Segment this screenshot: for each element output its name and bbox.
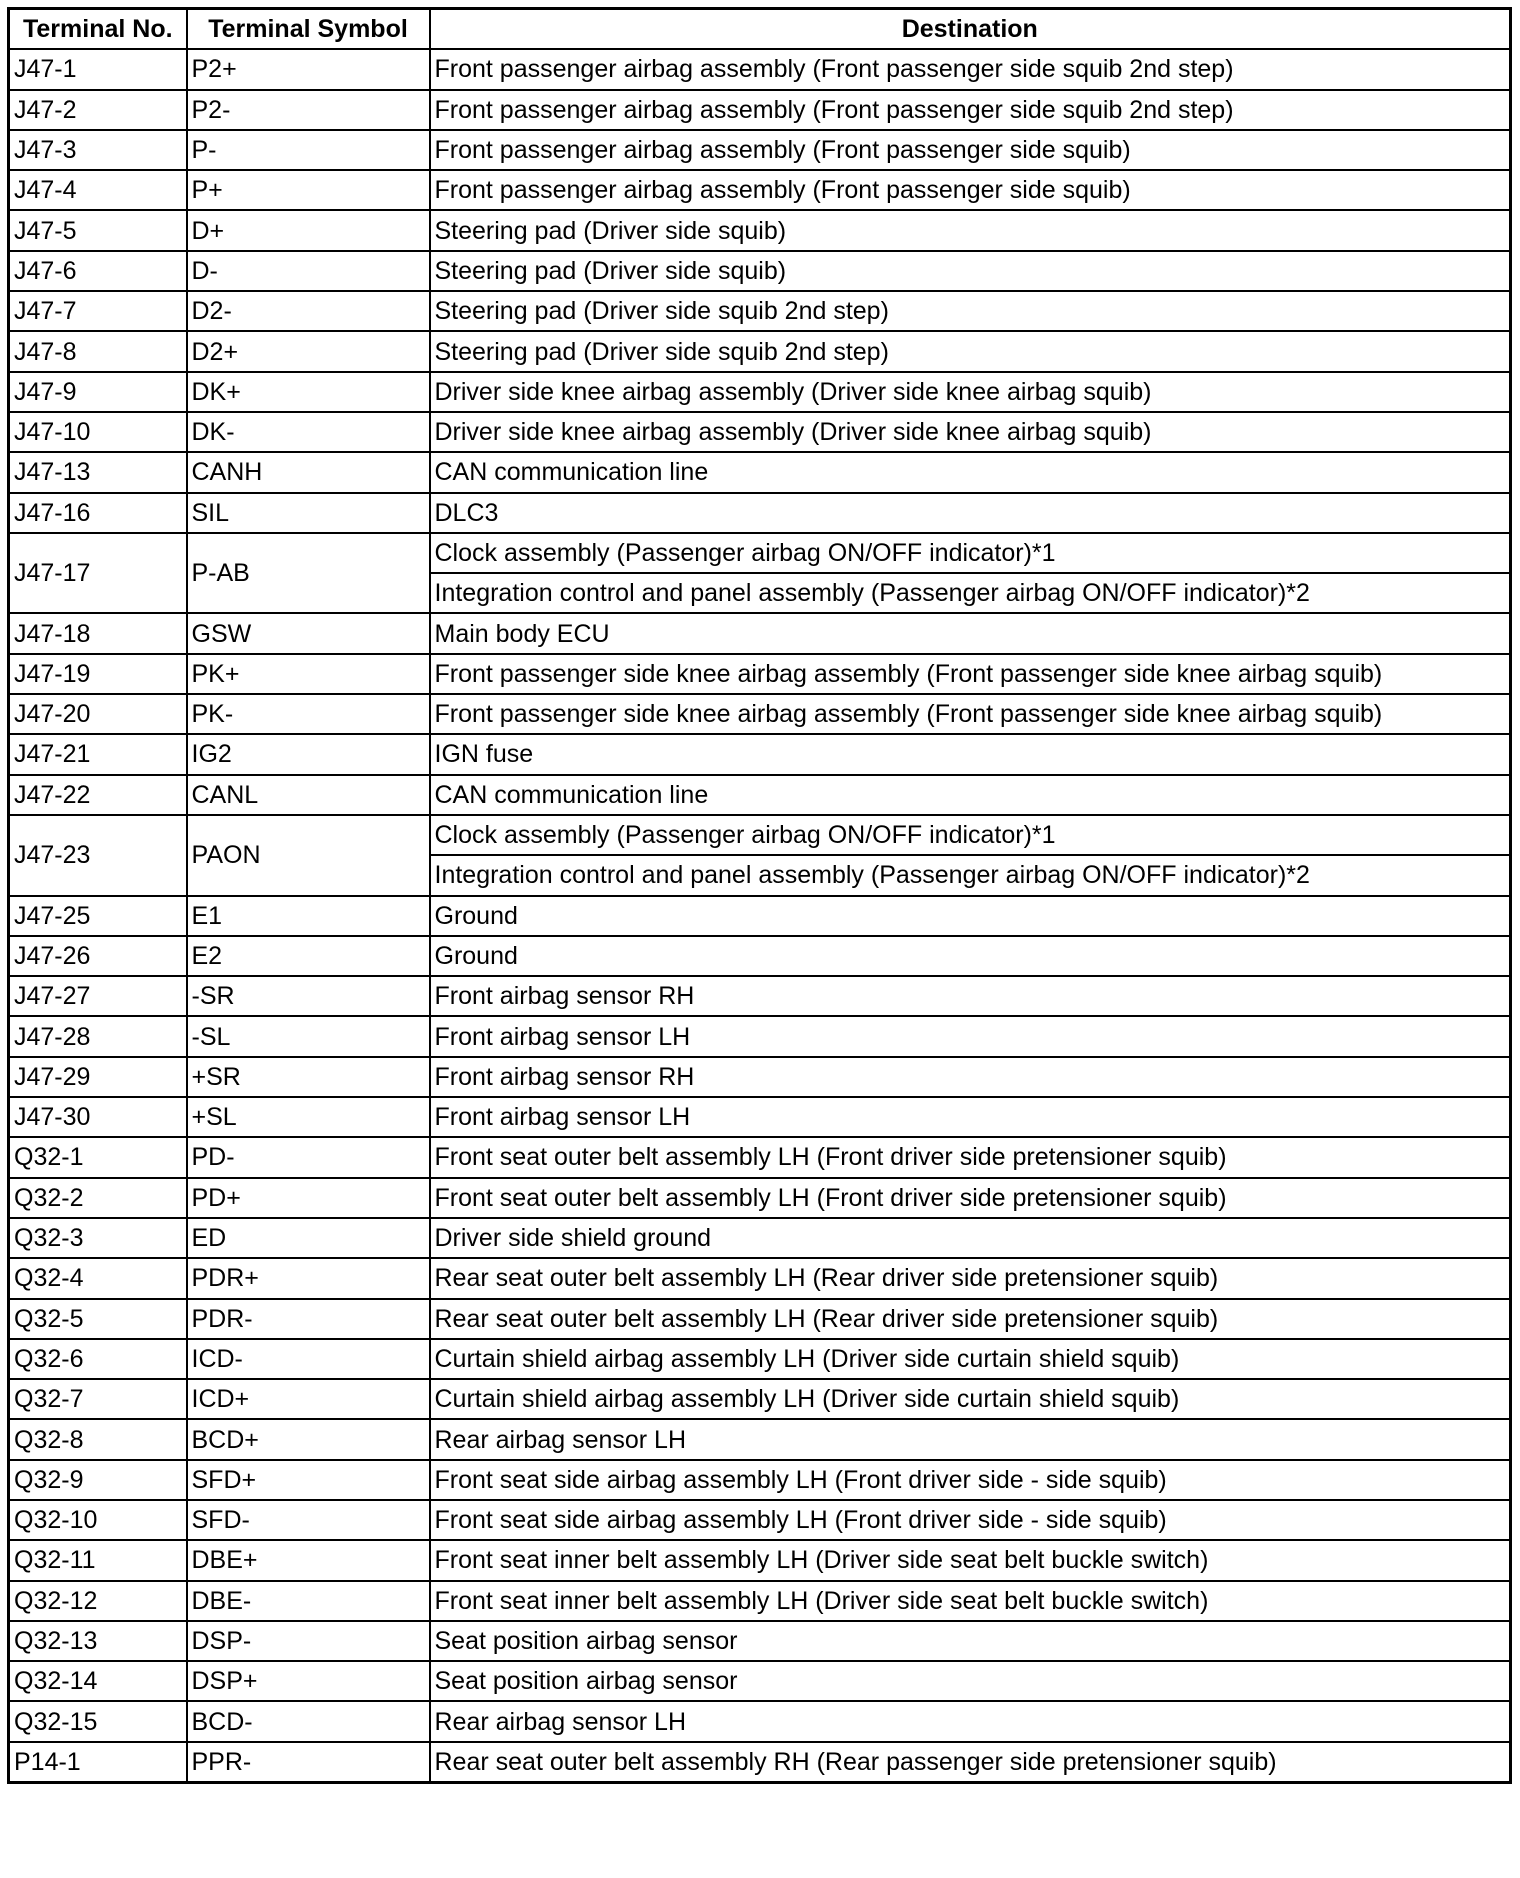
terminal-symbol-cell: PK+ [187, 654, 430, 694]
terminal-no-cell: J47-1 [9, 49, 187, 89]
destination-cell: Ground [430, 936, 1511, 976]
terminal-symbol-cell: CANL [187, 775, 430, 815]
table-row [9, 1137, 1511, 1177]
terminal-no-cell: Q32-11 [9, 1540, 187, 1580]
terminal-no-cell: Q32-1 [9, 1137, 187, 1177]
table-row [9, 936, 1511, 976]
destination-cell: Front passenger airbag assembly (Front passenger side squib 2nd step) [430, 90, 1511, 130]
destination-cell: Curtain shield airbag assembly LH (Driver side curtain shield squib) [430, 1379, 1511, 1419]
terminal-no-cell: J47-2 [9, 90, 187, 130]
terminal-symbol-cell: E1 [187, 896, 430, 936]
table-row [9, 1701, 1511, 1741]
terminal-symbol-cell: SIL [187, 493, 430, 533]
terminal-symbol-cell: -SL [187, 1016, 430, 1056]
destination-cell: Seat position airbag sensor [430, 1621, 1511, 1661]
table-row [9, 1581, 1511, 1621]
destination-cell: Steering pad (Driver side squib) [430, 251, 1511, 291]
terminal-no-cell: J47-6 [9, 251, 187, 291]
terminal-symbol-cell: DK+ [187, 372, 430, 412]
table-row [9, 1218, 1511, 1258]
table-row [9, 694, 1511, 734]
table-row [9, 452, 1511, 492]
terminal-symbol-cell: GSW [187, 613, 430, 653]
terminal-no-cell: J47-21 [9, 734, 187, 774]
terminal-symbol-cell: CANH [187, 452, 430, 492]
table-row [9, 976, 1511, 1016]
destination-cell: Rear seat outer belt assembly LH (Rear driver side pretensioner squib) [430, 1299, 1511, 1339]
table-row [9, 1742, 1511, 1783]
destination-cell: Steering pad (Driver side squib) [430, 210, 1511, 250]
table-row [9, 1258, 1511, 1298]
table-body [9, 49, 1511, 1782]
destination-cell: Front seat inner belt assembly LH (Driver side seat belt buckle switch) [430, 1581, 1511, 1621]
table-row [9, 1057, 1511, 1097]
destination-cell: Front passenger airbag assembly (Front passenger side squib) [430, 170, 1511, 210]
destination-cell: Front seat inner belt assembly LH (Driver side seat belt buckle switch) [430, 1540, 1511, 1580]
destination-cell: Front passenger side knee airbag assembly (Front passenger side knee airbag squib) [430, 654, 1511, 694]
terminal-symbol-cell: D+ [187, 210, 430, 250]
terminal-symbol-cell: DBE- [187, 1581, 430, 1621]
table-row [9, 170, 1511, 210]
terminal-symbol-cell: IG2 [187, 734, 430, 774]
destination-cell: IGN fuse [430, 734, 1511, 774]
table-row [9, 291, 1511, 331]
terminal-symbol-cell: P2- [187, 90, 430, 130]
destination-cell: Steering pad (Driver side squib 2nd step) [430, 331, 1511, 371]
terminal-symbol-cell: BCD- [187, 1701, 430, 1741]
table-row [9, 1299, 1511, 1339]
terminal-symbol-cell: PD+ [187, 1178, 430, 1218]
terminal-no-cell: J47-8 [9, 331, 187, 371]
table-row [9, 533, 1511, 573]
terminal-no-cell: J47-7 [9, 291, 187, 331]
destination-cell: Driver side knee airbag assembly (Driver side knee airbag squib) [430, 412, 1511, 452]
terminal-no-cell: J47-30 [9, 1097, 187, 1137]
destination-cell: Rear airbag sensor LH [430, 1701, 1511, 1741]
terminal-no-cell: J47-19 [9, 654, 187, 694]
destination-cell: Seat position airbag sensor [430, 1661, 1511, 1701]
terminal-no-cell: Q32-13 [9, 1621, 187, 1661]
terminal-no-cell: Q32-14 [9, 1661, 187, 1701]
terminal-symbol-cell: P- [187, 130, 430, 170]
terminal-no-cell: Q32-2 [9, 1178, 187, 1218]
destination-cell: Front seat outer belt assembly LH (Front driver side pretensioner squib) [430, 1178, 1511, 1218]
terminal-no-cell: Q32-15 [9, 1701, 187, 1741]
terminal-symbol-cell: ICD+ [187, 1379, 430, 1419]
table-row [9, 1500, 1511, 1540]
table-row [9, 90, 1511, 130]
destination-cell: Clock assembly (Passenger airbag ON/OFF indicator)*1 [430, 815, 1511, 855]
terminal-no-cell: J47-25 [9, 896, 187, 936]
destination-cell: Driver side knee airbag assembly (Driver side knee airbag squib) [430, 372, 1511, 412]
table-row [9, 1661, 1511, 1701]
destination-cell: Front airbag sensor LH [430, 1016, 1511, 1056]
terminal-table-sheet [7, 7, 1509, 1784]
terminal-no-cell: J47-20 [9, 694, 187, 734]
destination-cell: Curtain shield airbag assembly LH (Driver side curtain shield squib) [430, 1339, 1511, 1379]
table-row [9, 331, 1511, 371]
destination-cell: Front airbag sensor RH [430, 1057, 1511, 1097]
terminal-no-cell: Q32-7 [9, 1379, 187, 1419]
terminal-symbol-cell: PDR+ [187, 1258, 430, 1298]
terminal-symbol-cell: PPR- [187, 1742, 430, 1783]
terminal-symbol-cell: PAON [187, 815, 430, 896]
table-row [9, 654, 1511, 694]
terminal-no-cell: J47-28 [9, 1016, 187, 1056]
destination-cell: Driver side shield ground [430, 1218, 1511, 1258]
destination-cell: Main body ECU [430, 613, 1511, 653]
terminal-no-cell: J47-3 [9, 130, 187, 170]
terminal-symbol-cell: P2+ [187, 49, 430, 89]
terminal-symbol-cell: ED [187, 1218, 430, 1258]
destination-cell: Front passenger airbag assembly (Front passenger side squib) [430, 130, 1511, 170]
destination-cell: Rear airbag sensor LH [430, 1419, 1511, 1459]
destination-cell: Clock assembly (Passenger airbag ON/OFF indicator)*1 [430, 533, 1511, 573]
terminal-no-cell: J47-26 [9, 936, 187, 976]
table-row [9, 734, 1511, 774]
destination-cell: Front seat side airbag assembly LH (Front driver side - side squib) [430, 1500, 1511, 1540]
terminal-no-cell: J47-4 [9, 170, 187, 210]
table-row [9, 372, 1511, 412]
terminal-symbol-cell: D2- [187, 291, 430, 331]
header-terminal-no: Terminal No. [9, 9, 187, 50]
terminal-symbol-cell: +SL [187, 1097, 430, 1137]
table-row [9, 1178, 1511, 1218]
table-row [9, 1419, 1511, 1459]
destination-cell: Front seat side airbag assembly LH (Front driver side - side squib) [430, 1460, 1511, 1500]
destination-cell: Front airbag sensor LH [430, 1097, 1511, 1137]
destination-cell: Front passenger airbag assembly (Front passenger side squib 2nd step) [430, 49, 1511, 89]
terminal-no-cell: J47-18 [9, 613, 187, 653]
table-row [9, 1460, 1511, 1500]
table-row [9, 775, 1511, 815]
terminal-symbol-cell: SFD- [187, 1500, 430, 1540]
table-row [9, 493, 1511, 533]
table-row [9, 613, 1511, 653]
table-row [9, 210, 1511, 250]
destination-cell: Integration control and panel assembly (Passenger airbag ON/OFF indicator)*2 [430, 573, 1511, 613]
terminal-no-cell: J47-17 [9, 533, 187, 614]
terminal-symbol-cell: P+ [187, 170, 430, 210]
terminal-symbol-cell: -SR [187, 976, 430, 1016]
table-row [9, 896, 1511, 936]
table-row [9, 1339, 1511, 1379]
terminal-symbol-cell: +SR [187, 1057, 430, 1097]
header-destination: Destination [430, 9, 1511, 50]
terminal-no-cell: J47-13 [9, 452, 187, 492]
terminal-symbol-cell: P-AB [187, 533, 430, 614]
terminal-no-cell: Q32-8 [9, 1419, 187, 1459]
table-row [9, 1540, 1511, 1580]
terminal-symbol-cell: D2+ [187, 331, 430, 371]
terminal-symbol-cell: ICD- [187, 1339, 430, 1379]
terminal-no-cell: J47-22 [9, 775, 187, 815]
terminal-symbol-cell: DSP- [187, 1621, 430, 1661]
table-row [9, 1016, 1511, 1056]
destination-cell: DLC3 [430, 493, 1511, 533]
terminal-symbol-cell: PDR- [187, 1299, 430, 1339]
header-terminal-symbol: Terminal Symbol [187, 9, 430, 50]
table-row [9, 1621, 1511, 1661]
terminal-symbol-cell: DSP+ [187, 1661, 430, 1701]
table-header [9, 9, 1511, 50]
terminal-no-cell: J47-9 [9, 372, 187, 412]
terminal-symbol-cell: PD- [187, 1137, 430, 1177]
table-row [9, 130, 1511, 170]
terminal-symbol-cell: DBE+ [187, 1540, 430, 1580]
destination-cell: CAN communication line [430, 452, 1511, 492]
header-row [9, 9, 1511, 50]
table-row [9, 1097, 1511, 1137]
terminal-no-cell: Q32-12 [9, 1581, 187, 1621]
terminal-no-cell: J47-10 [9, 412, 187, 452]
terminal-no-cell: Q32-3 [9, 1218, 187, 1258]
destination-cell: Integration control and panel assembly (Passenger airbag ON/OFF indicator)*2 [430, 855, 1511, 895]
terminal-no-cell: J47-16 [9, 493, 187, 533]
destination-cell: CAN communication line [430, 775, 1511, 815]
terminal-no-cell: J47-29 [9, 1057, 187, 1097]
destination-cell: Ground [430, 896, 1511, 936]
destination-cell: Rear seat outer belt assembly LH (Rear driver side pretensioner squib) [430, 1258, 1511, 1298]
terminal-no-cell: J47-5 [9, 210, 187, 250]
table-row [9, 815, 1511, 855]
table-row [9, 1379, 1511, 1419]
terminal-symbol-cell: BCD+ [187, 1419, 430, 1459]
terminal-symbol-cell: DK- [187, 412, 430, 452]
terminal-no-cell: P14-1 [9, 1742, 187, 1783]
destination-cell: Front seat outer belt assembly LH (Front driver side pretensioner squib) [430, 1137, 1511, 1177]
destination-cell: Front passenger side knee airbag assembly (Front passenger side knee airbag squib) [430, 694, 1511, 734]
terminal-no-cell: Q32-9 [9, 1460, 187, 1500]
terminal-no-cell: Q32-4 [9, 1258, 187, 1298]
terminal-no-cell: Q32-6 [9, 1339, 187, 1379]
terminal-no-cell: Q32-10 [9, 1500, 187, 1540]
destination-cell: Front airbag sensor RH [430, 976, 1511, 1016]
destination-cell: Steering pad (Driver side squib 2nd step) [430, 291, 1511, 331]
terminal-symbol-cell: PK- [187, 694, 430, 734]
table-row [9, 251, 1511, 291]
table-row [9, 49, 1511, 89]
terminal-symbol-cell: E2 [187, 936, 430, 976]
terminal-no-cell: Q32-5 [9, 1299, 187, 1339]
table-row [9, 412, 1511, 452]
terminal-table [7, 7, 1512, 1784]
terminal-symbol-cell: D- [187, 251, 430, 291]
terminal-symbol-cell: SFD+ [187, 1460, 430, 1500]
terminal-no-cell: J47-23 [9, 815, 187, 896]
destination-cell: Rear seat outer belt assembly RH (Rear passenger side pretensioner squib) [430, 1742, 1511, 1783]
terminal-no-cell: J47-27 [9, 976, 187, 1016]
